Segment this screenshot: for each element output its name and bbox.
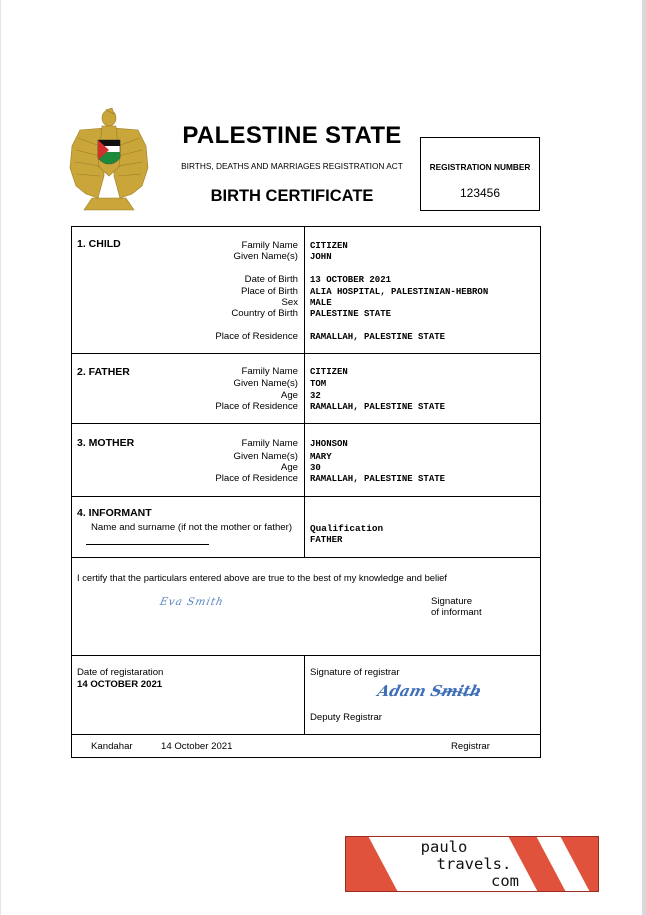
registration-number-label: REGISTRATION NUMBER: [429, 162, 531, 172]
child-family-name-label: Family Name: [241, 240, 298, 251]
watermark-line-3: com: [491, 872, 519, 890]
father-residence-label: Place of Residence: [215, 401, 298, 412]
father-age-value: 32: [310, 391, 321, 401]
document-title: BIRTH CERTIFICATE: [210, 187, 374, 205]
mother-given-names-label: Given Name(s): [233, 451, 298, 462]
informant-signature-label-2: of informant: [431, 607, 482, 618]
page-edge-left: [0, 0, 1, 915]
child-family-name-value: CITIZEN: [310, 241, 348, 251]
mother-residence-label: Place of Residence: [215, 473, 298, 484]
eagle-emblem-icon: [68, 106, 150, 214]
informant-name-label: Name and surname (if not the mother or father): [91, 522, 293, 533]
divider: [71, 353, 541, 354]
footer-place: Kandahar: [91, 741, 133, 752]
child-given-names-value: JOHN: [310, 252, 332, 262]
child-residence-label: Place of Residence: [215, 331, 298, 342]
divider: [71, 496, 541, 497]
child-heading: 1. CHILD: [77, 238, 121, 250]
informant-name-line: [86, 544, 209, 545]
child-country-label: Country of Birth: [231, 308, 298, 319]
registration-number-value: 123456: [459, 186, 501, 200]
informant-qualification-label: Qualification: [310, 523, 384, 534]
father-family-name-label: Family Name: [241, 366, 298, 377]
child-dob-label: Date of Birth: [244, 274, 298, 285]
registrar-signature-label: Signature of registrar: [310, 667, 400, 678]
mother-family-name-label: Family Name: [241, 438, 298, 449]
father-given-names-label: Given Name(s): [233, 378, 298, 389]
father-heading: 2. FATHER: [77, 366, 130, 378]
child-sex-label: Sex: [281, 297, 298, 308]
child-place-of-birth-value: ALIA HOSPITAL, PALESTINIAN-HEBRON: [310, 287, 489, 297]
mother-family-name-value: JHONSON: [310, 439, 348, 449]
child-sex-value: MALE: [310, 298, 332, 308]
mother-heading: 3. MOTHER: [77, 437, 135, 449]
watermark-line-2: travels.: [436, 855, 512, 873]
column-divider: [304, 226, 305, 557]
act-name: BIRTHS, DEATHS AND MARRIAGES REGISTRATION ACT: [181, 161, 403, 171]
child-country-value: PALESTINE STATE: [310, 309, 392, 319]
registration-date-value: 14 OCTOBER 2021: [77, 679, 163, 690]
informant-heading: 4. INFORMANT: [77, 507, 152, 519]
informant-signature: Eva Smith: [158, 596, 225, 608]
mother-age-label: Age: [280, 462, 298, 473]
state-title: PALESTINE STATE: [182, 122, 402, 149]
informant-qualification-value: FATHER: [310, 535, 343, 545]
child-residence-value: RAMALLAH, PALESTINE STATE: [310, 332, 446, 342]
watermark-line-1: paulo: [420, 838, 468, 856]
deputy-registrar-label: Deputy Registrar: [310, 712, 382, 723]
page-edge-right: [642, 0, 646, 915]
father-residence-value: RAMALLAH, PALESTINE STATE: [310, 402, 446, 412]
informant-signature-label: Signature: [431, 596, 473, 607]
mother-age-value: 30: [310, 463, 321, 473]
father-given-names-value: TOM: [310, 379, 327, 389]
registrar-signature: Adam Smith: [375, 682, 484, 700]
child-dob-value: 13 OCTOBER 2021: [310, 275, 392, 285]
child-given-names-label: Given Name(s): [233, 251, 298, 262]
mother-given-names-value: MARY: [310, 452, 332, 462]
father-age-label: Age: [280, 390, 298, 401]
watermark-border: [345, 836, 599, 892]
signature-flourish-icon: [440, 688, 480, 698]
mother-residence-value: RAMALLAH, PALESTINE STATE: [310, 474, 446, 484]
divider: [71, 557, 541, 558]
registration-date-label: Date of registaration: [77, 667, 164, 678]
divider: [71, 655, 541, 656]
column-divider: [304, 655, 305, 734]
footer-role: Registrar: [451, 741, 490, 752]
child-place-of-birth-label: Place of Birth: [240, 286, 298, 297]
divider: [71, 423, 541, 424]
divider: [71, 734, 541, 735]
certification-statement: I certify that the particulars entered above are true to the best of my knowledge and belief: [77, 572, 448, 583]
registration-number-box: [420, 137, 540, 211]
father-family-name-value: CITIZEN: [310, 367, 348, 377]
footer-date: 14 October 2021: [161, 741, 233, 752]
